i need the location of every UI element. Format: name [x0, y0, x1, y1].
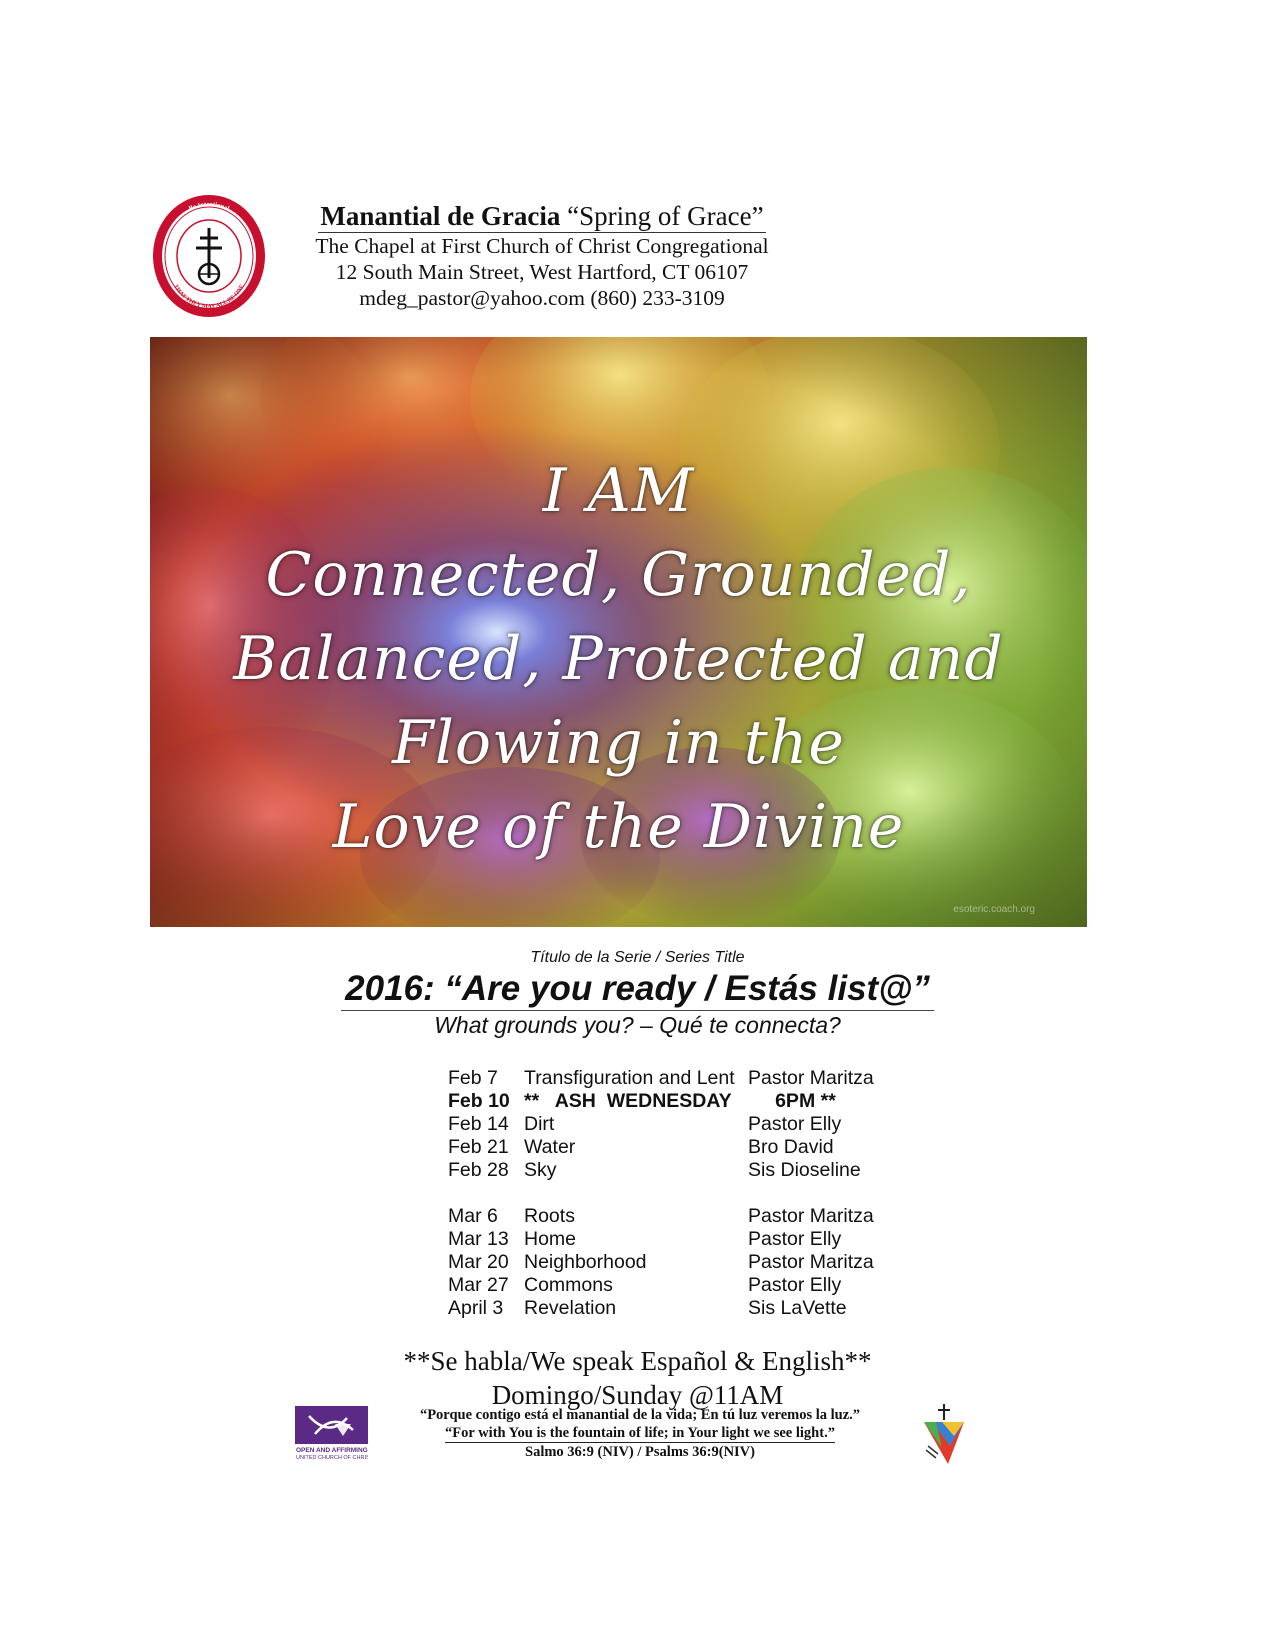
schedule-speaker: Pastor Elly — [748, 1228, 842, 1250]
schedule-topic: Transfiguration and Lent — [524, 1067, 735, 1089]
schedule-topic: Water — [524, 1136, 576, 1158]
schedule-speaker: Pastor Maritza — [748, 1205, 874, 1227]
contact-line: mdeg_pastor@yahoo.com (860) 233-3109 — [359, 286, 725, 310]
schedule-topic: ** ASH WEDNESDAY — [524, 1090, 732, 1112]
svg-text:Be Intentional: Be Intentional — [187, 200, 231, 213]
hero-spiral-image — [150, 337, 1087, 927]
ucc-seal-logo — [150, 192, 268, 320]
schedule-topic: Roots — [524, 1205, 575, 1227]
schedule-topic: Neighborhood — [524, 1251, 647, 1273]
open-affirming-logo — [295, 1406, 368, 1462]
schedule-date: Feb 28 — [448, 1159, 509, 1181]
schedule-speaker: Bro David — [748, 1136, 834, 1158]
series-title: 2016: “Are you ready / Estás list@” — [341, 968, 934, 1011]
verse-spanish: “Porque contigo está el manantial de la vida; En tú luz veremos la luz.” — [419, 1407, 861, 1423]
schedule-speaker: Pastor Elly — [748, 1274, 842, 1296]
hero-affirmation-text — [150, 449, 1087, 869]
schedule-speaker: Pastor Maritza — [748, 1067, 874, 1089]
schedule-topic: Revelation — [524, 1297, 617, 1319]
schedule-date: Mar 13 — [448, 1228, 509, 1250]
series-section — [0, 948, 1275, 1039]
svg-text:UNITED CHURCH OF CHRIST: UNITED CHURCH OF CHRIST — [296, 1455, 368, 1461]
chapel-line: The Chapel at First Church of Christ Congregational — [315, 234, 769, 258]
image-watermark: esoteric.coach.org — [953, 904, 1035, 915]
service-info — [0, 1344, 1275, 1412]
schedule-speaker: Pastor Maritza — [748, 1251, 874, 1273]
schedule-date: Mar 20 — [448, 1251, 509, 1273]
hero-line-2: Connected, Grounded, — [265, 540, 972, 610]
svg-text:OPEN AND AFFIRMING: OPEN AND AFFIRMING — [296, 1447, 368, 1454]
schedule-topic: Sky — [524, 1159, 557, 1181]
cross-flag-logo — [920, 1402, 968, 1468]
series-label: Título de la Serie / Series Title — [530, 949, 745, 966]
schedule-date: Feb 10 — [448, 1090, 510, 1112]
schedule-topic: Commons — [524, 1274, 613, 1296]
schedule-date: Mar 27 — [448, 1274, 509, 1296]
schedule-time: 6PM ** — [748, 1090, 836, 1112]
church-header — [297, 200, 787, 311]
schedule-speaker: Sis Dioseline — [748, 1159, 861, 1181]
schedule-topic: Home — [524, 1228, 577, 1250]
schedule-date: Mar 6 — [448, 1205, 498, 1227]
address-line: 12 South Main Street, West Hartford, CT 06107 — [335, 260, 749, 284]
verse-english: “For with You is the fountain of life; in Your light we see light.” — [445, 1425, 835, 1441]
svg-text:THAT THEY MAY ALL BE ONE: THAT THEY MAY ALL BE ONE — [172, 283, 246, 311]
verse-reference: Salmo 36:9 (NIV) / Psalms 36:9(NIV) — [525, 1444, 755, 1460]
languages-line: **Se habla/We speak Español & English** — [403, 1346, 872, 1376]
church-name: Manantial de Gracia “Spring of Grace” — [320, 201, 764, 231]
hero-line-3: Balanced, Protected and — [233, 624, 1004, 694]
schedule-date: Feb 14 — [448, 1113, 509, 1135]
hero-line-4: Flowing in the — [392, 708, 845, 778]
schedule-speaker: Pastor Elly — [748, 1113, 842, 1135]
series-subtitle: What grounds you? – Qué te connecta? — [434, 1012, 841, 1038]
schedule-date: Feb 21 — [448, 1136, 509, 1158]
schedule-speaker: Sis LaVette — [748, 1297, 847, 1319]
schedule-date: April 3 — [448, 1297, 504, 1319]
hero-line-5: Love of the Divine — [332, 792, 905, 862]
schedule-date: Feb 7 — [448, 1067, 498, 1089]
hero-line-1: I AM — [542, 456, 695, 526]
schedule-topic: Dirt — [524, 1113, 555, 1135]
service-time-line: Domingo/Sunday @11AM — [491, 1380, 784, 1410]
scripture-verse — [360, 1406, 920, 1461]
